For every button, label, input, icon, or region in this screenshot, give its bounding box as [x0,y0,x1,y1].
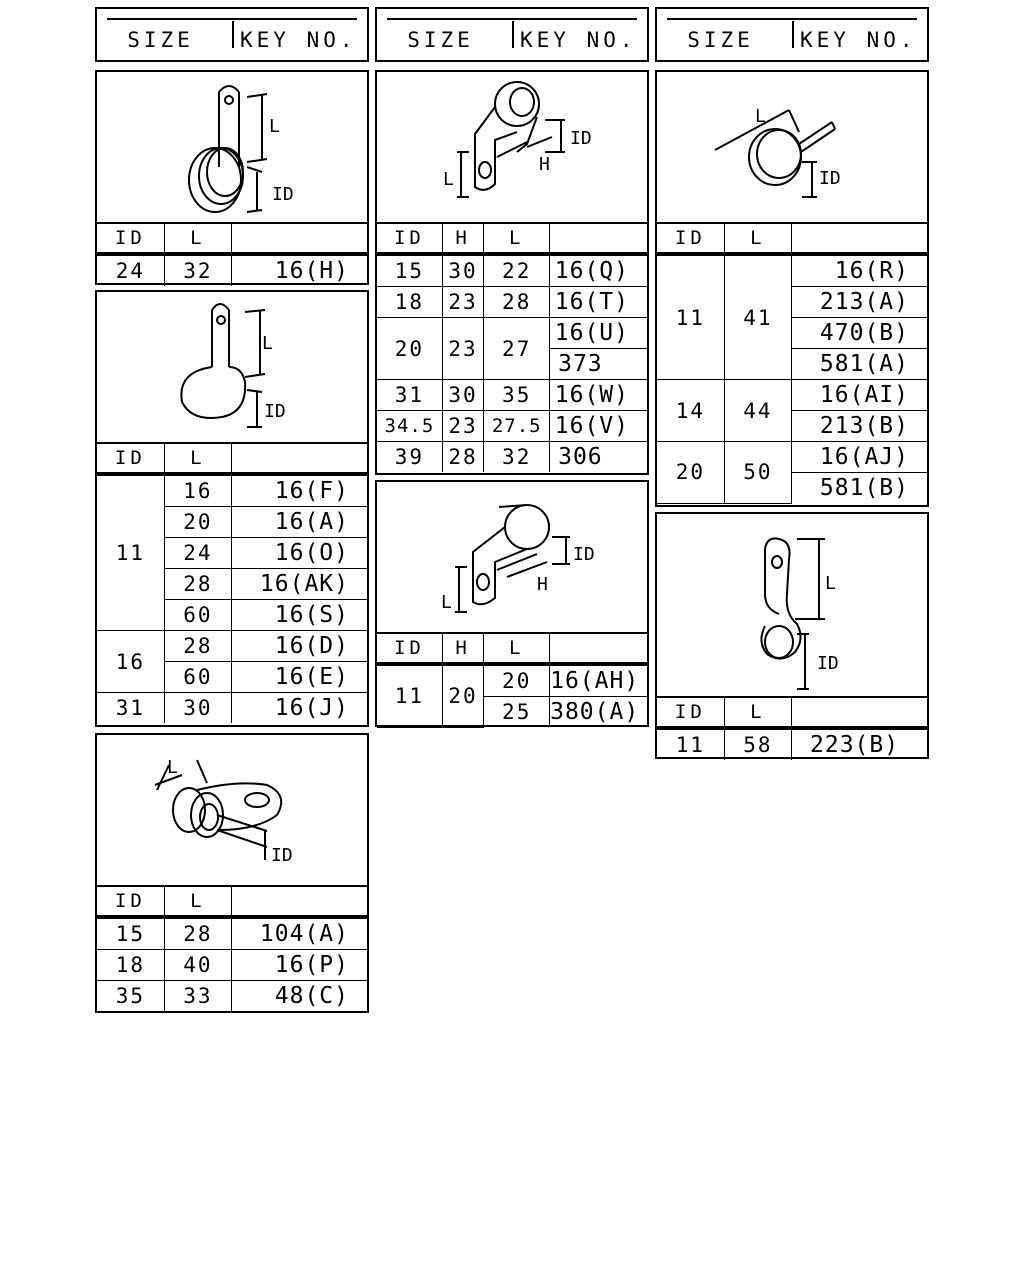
table-cell: 23 [442,318,484,380]
table-cell: 34.5 [377,411,442,442]
table-cell: 223(B) [792,728,928,760]
table-row [657,380,927,411]
table-row [97,254,367,286]
table-cell: 16 [164,474,231,507]
table-cell: 11 [377,664,442,727]
svg-text:ID: ID [573,544,595,565]
table-cell: 20 [377,318,442,380]
table-cell: 104(A) [232,917,368,950]
table-cell: 20 [164,507,231,538]
table-cell: 20 [442,664,484,727]
table-cell: 15 [97,917,164,950]
svg-text:H: H [539,154,550,175]
svg-text:L: L [167,757,178,778]
table-cell: 31 [377,380,442,411]
table-cell: 30 [164,693,231,724]
table-cell [232,224,368,254]
table-cell: 11 [657,254,724,380]
table-cell: 41 [724,254,791,380]
table-cell: 44 [724,380,791,442]
table-cell: 35 [97,981,164,1012]
clamp-panel-7 [655,512,929,759]
table-row [377,411,647,442]
table-cell: 58 [724,728,791,760]
saddle-clamp-icon [377,72,647,222]
table-cell: 16(W) [550,380,647,411]
table-cell: 28 [164,917,231,950]
spec-table [97,444,367,723]
table-cell: 40 [164,950,231,981]
table-cell: 35 [484,380,550,411]
table-cell: 16(AH) [550,664,647,697]
svg-text:ID: ID [271,845,293,866]
table-cell: 581(A) [792,349,928,380]
svg-text:L: L [755,106,766,127]
clamp-figure [377,72,647,224]
svg-text:L: L [441,592,452,613]
spiral-clamp-icon [97,72,367,222]
table-cell: 11 [97,474,164,631]
clamp-figure [657,72,927,224]
table-cell: 30 [442,380,484,411]
table-cell: 16(J) [232,693,368,724]
table-cell: 16(F) [232,474,368,507]
table-cell: 32 [484,442,550,473]
table-cell: ID [97,887,164,917]
table-cell: 16(AJ) [792,442,928,473]
table-cell: 60 [164,600,231,631]
table-row [97,981,367,1012]
table-cell: 25 [484,697,550,728]
table-cell: 22 [484,254,550,287]
header-box-1 [95,7,369,62]
table-cell: 23 [442,411,484,442]
table-cell: 15 [377,254,442,287]
table-cell: 16(T) [550,287,647,318]
svg-text:ID: ID [264,401,286,422]
table-cell: 16(S) [232,600,368,631]
table-row [377,664,647,697]
svg-text:L: L [825,573,836,594]
table-cell: 23 [442,287,484,318]
table-cell: 60 [164,662,231,693]
table-row [377,318,647,349]
table-cell: ID [377,224,442,254]
clamp-panel-3 [95,733,369,1013]
table-cell [550,224,647,254]
spec-table [97,224,367,286]
table-cell: L [164,224,231,254]
table-row [377,287,647,318]
table-cell [232,444,368,474]
table-cell: ID [377,634,442,664]
svg-text:L: L [443,169,454,190]
table-row [97,474,367,507]
table-cell: ID [657,224,724,254]
table-cell: 27 [484,318,550,380]
table-cell: L [484,224,550,254]
table-cell: 16(D) [232,631,368,662]
spec-table [657,224,927,504]
table-row [657,254,927,287]
table-cell [792,224,928,254]
table-cell: L [724,224,791,254]
table-cell: 33 [164,981,231,1012]
svg-text:L: L [262,333,273,354]
size-header: SIZE [407,27,474,52]
table-cell: 18 [97,950,164,981]
table-cell: 28 [484,287,550,318]
table-cell: 28 [164,631,231,662]
table-cell: 16(R) [792,254,928,287]
table-cell: 16(H) [232,254,368,286]
table-cell: 16 [97,631,164,693]
spec-table [657,698,927,760]
p-clamp-icon [97,292,367,442]
key-no-header: KEY NO. [520,27,637,52]
table-cell: 18 [377,287,442,318]
table-row [657,442,927,473]
table-row [377,380,647,411]
table-row [97,693,367,724]
table-cell: 16(AI) [792,380,928,411]
clamp-figure [97,72,367,224]
clamp-panel-5 [375,480,649,727]
svg-text:ID: ID [570,128,592,149]
table-cell [232,887,368,917]
table-cell: 28 [164,569,231,600]
tall-p-clamp-icon [657,514,927,696]
table-row [657,728,927,760]
table-cell: 16(AK) [232,569,368,600]
table-cell: 14 [657,380,724,442]
clamp-panel-4 [375,70,649,475]
key-no-header: KEY NO. [240,27,357,52]
table-cell [792,698,928,728]
table-cell: 16(V) [550,411,647,442]
svg-text:ID: ID [272,184,294,205]
table-cell: 213(A) [792,287,928,318]
ring-clamp-icon [657,72,927,222]
table-cell: 11 [657,728,724,760]
table-cell: 39 [377,442,442,473]
clamp-figure [377,482,647,634]
svg-text:L: L [269,116,280,137]
table-cell: H [442,224,484,254]
table-cell: 306 [550,442,647,473]
spec-table [377,224,647,472]
header-box-2 [375,7,649,62]
table-cell: H [442,634,484,664]
table-cell: 20 [657,442,724,504]
table-cell: 213(B) [792,411,928,442]
size-header: SIZE [127,27,194,52]
table-row [97,631,367,662]
table-cell: L [484,634,550,664]
table-cell: 470(B) [792,318,928,349]
table-cell: 16(Q) [550,254,647,287]
table-cell: 27.5 [484,411,550,442]
table-cell: 28 [442,442,484,473]
clamp-panel-2 [95,290,369,727]
table-row [97,917,367,950]
table-row [377,254,647,287]
table-cell: 16(O) [232,538,368,569]
clamp-panel-6 [655,70,929,507]
table-cell: 581(B) [792,473,928,504]
cushion-clamp-icon [97,735,367,885]
table-cell: 16(E) [232,662,368,693]
table-cell: 24 [164,538,231,569]
table-row [97,950,367,981]
table-cell: 48(C) [232,981,368,1012]
header-box-3 [655,7,929,62]
clamp-figure [97,735,367,887]
table-cell [550,634,647,664]
saddle-clamp-icon [377,482,647,632]
table-cell: L [724,698,791,728]
table-cell: ID [97,224,164,254]
table-cell: 20 [484,664,550,697]
clamp-panel-1 [95,70,369,285]
table-cell: ID [97,444,164,474]
svg-text:ID: ID [817,653,839,674]
table-cell: 32 [164,254,231,286]
table-cell: 30 [442,254,484,287]
table-row [377,442,647,473]
table-cell: L [164,444,231,474]
svg-text:H: H [537,574,548,595]
table-cell: 16(P) [232,950,368,981]
clamp-figure [657,514,927,698]
table-cell: 380(A) [550,697,647,728]
table-cell: 31 [97,693,164,724]
svg-text:ID: ID [819,168,841,189]
table-cell: ID [657,698,724,728]
table-cell: L [164,887,231,917]
spec-table [97,887,367,1011]
table-cell: 16(U) [550,318,647,349]
key-no-header: KEY NO. [800,27,917,52]
spec-table [377,634,647,728]
table-cell: 24 [97,254,164,286]
clamp-figure [97,292,367,444]
table-cell: 373 [550,349,647,380]
size-header: SIZE [687,27,754,52]
table-cell: 50 [724,442,791,504]
table-cell: 16(A) [232,507,368,538]
